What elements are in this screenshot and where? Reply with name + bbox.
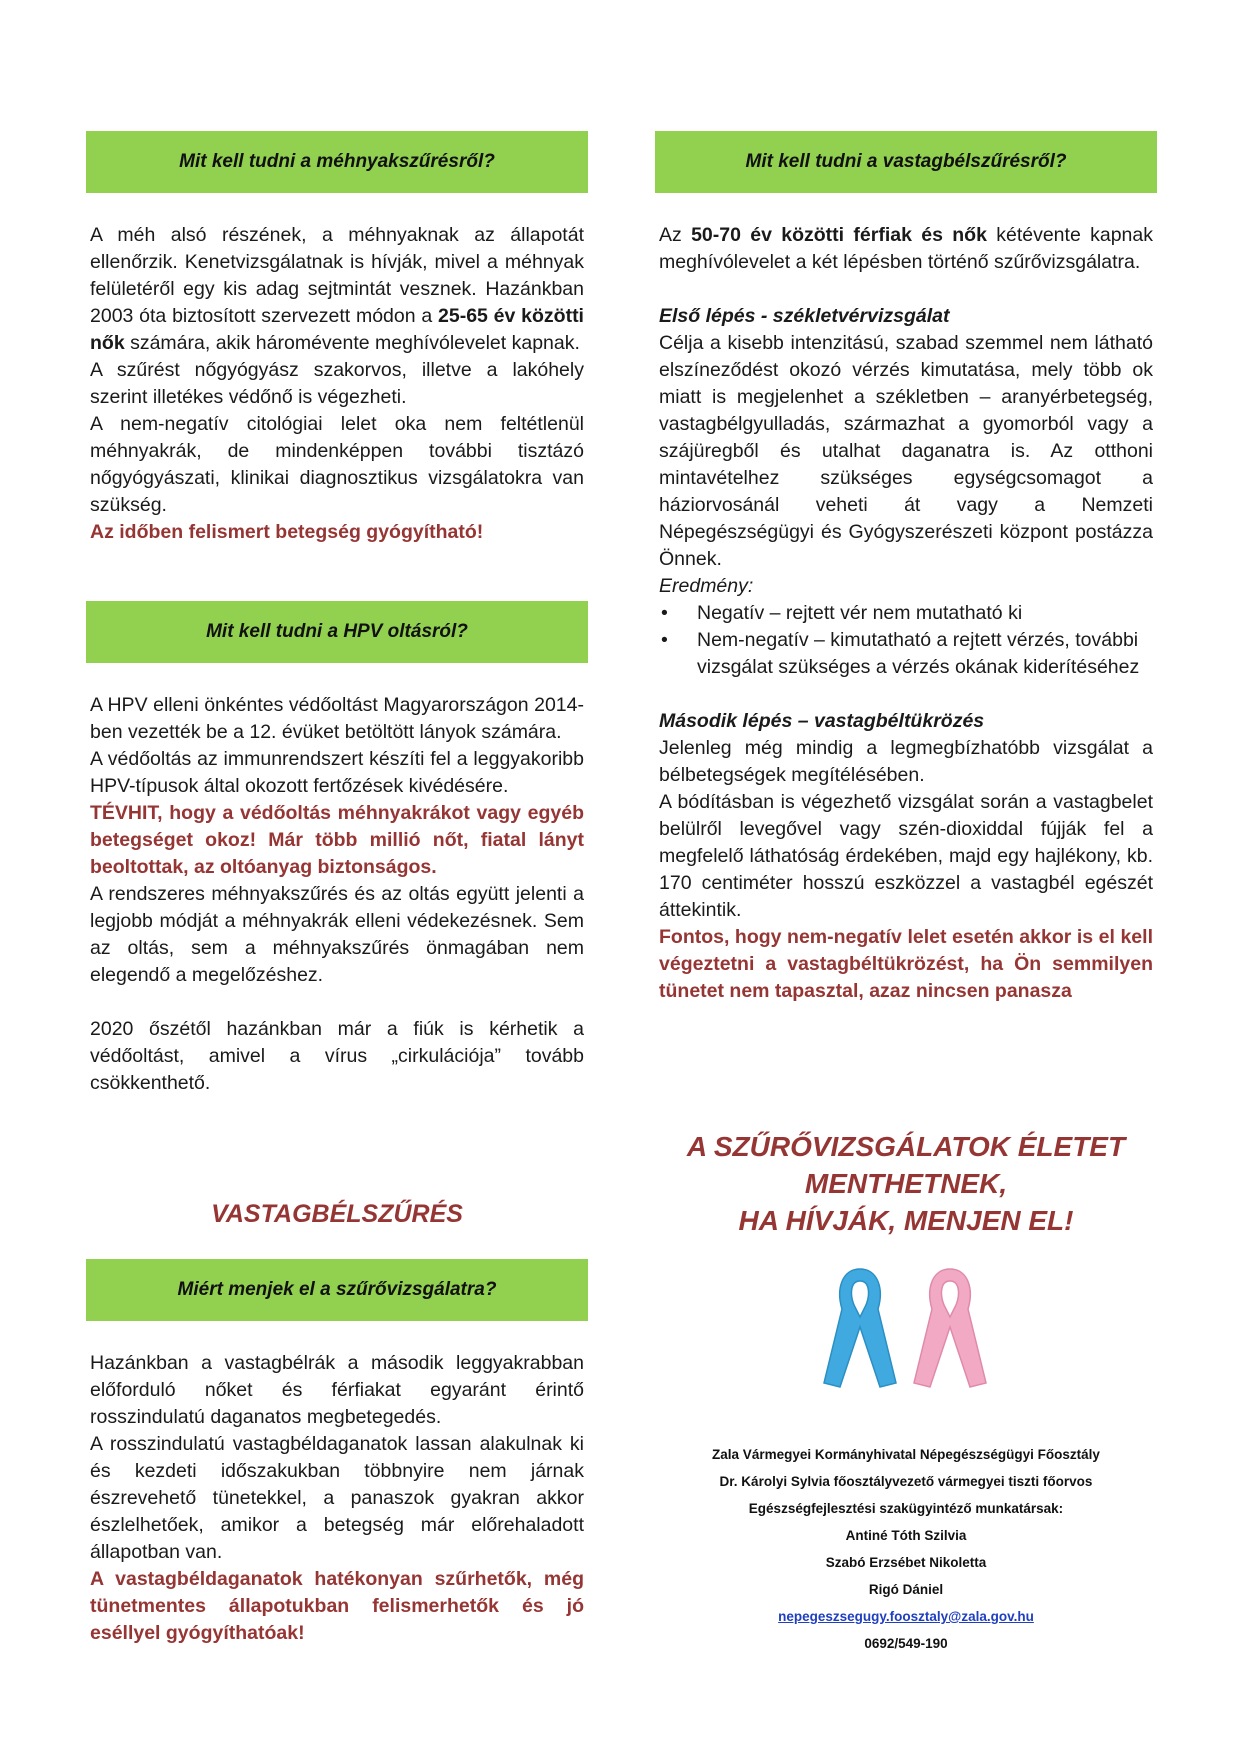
- colon-screening-heading: Mit kell tudni a vastagbélszűrésről?: [655, 131, 1157, 193]
- footer-email-link[interactable]: nepegeszsegugy.foosztaly@zala.gov.hu: [778, 1609, 1034, 1624]
- cervical-paragraph-2: A szűrést nőgyógyász szakorvos, illetve a lakóhely szerint illetékes védőnő is végezheti.: [90, 359, 584, 408]
- pink-ribbon-icon: [914, 1269, 986, 1387]
- hpv-vaccine-text: [90, 692, 584, 1097]
- step1-title: Első lépés - székletvérvizsgálat: [659, 305, 950, 327]
- footer-staff-member: Antiné Tóth Szilvia: [845, 1528, 967, 1543]
- step1-text: Célja a kisebb intenzitású, szabad szemmel nem látható elszíneződést okozó vérzés kimutatása, mely több ok miatt is megjelenhet a székletben – aranyérbetegség, vastagbélgyulladás, származhat a gyomorból vagy a szájüregből és utalhat daganatra is. Az otthoni mintavételhez szükséges egységcsomagot a háziorvosánál veheti át vagy a Nemzeti Népegészségügyi és Gyógyszerészeti központ postázza Önnek.: [659, 332, 1153, 570]
- cervical-screening-text: [90, 222, 584, 546]
- cervical-paragraph-3: A nem-negatív citológiai lelet oka nem feltétlenül méhnyakrák, de mindenképpen további tisztázó nőgyógyászati, klinikai diagnosztikus vizsgálatokra van szükség.: [90, 413, 584, 516]
- step2-title: Második lépés – vastagbéltükrözés: [659, 710, 985, 732]
- colon-screening-section-title: VASTAGBÉLSZŰRÉS: [211, 1200, 463, 1228]
- slogan-line-1: A SZŰRŐVIZSGÁLATOK ÉLETET: [686, 1131, 1126, 1162]
- step2-paragraph-2: A bódításban is végezhető vizsgálat során a vastagbelet belülről levegővel vagy szén-dioxiddal fújják fel a megfelelő láthatóság érdekében, majd egy hajlékony, kb. 170 centiméter hosszú eszközzel a vastagbél egészét áttekintik.: [659, 791, 1153, 921]
- blue-ribbon-icon: [824, 1269, 896, 1387]
- why-screening-heading: Miért menjek el a szűrővizsgálatra?: [86, 1259, 588, 1321]
- hpv-myth-highlight: TÉVHIT, hogy a védőoltás méhnyakrákot vagy egyéb betegséget okoz! Már több millió nőt, fiatal lányt beoltottak, az oltóanyag biztonságos.: [90, 802, 584, 878]
- footer-contacts: [655, 1441, 1157, 1657]
- hpv-paragraph-3: A rendszeres méhnyakszűrés és az oltás együtt jelenti a legjobb módját a méhnyakrák elleni védekezésnek. Sem az oltás, sem a méhnyakszűrés önmagában nem elegendő a megelőzéshez.: [90, 883, 584, 986]
- colon-screening-text: [659, 222, 1153, 1005]
- why-screening-text: [90, 1350, 584, 1647]
- step2-paragraph-1: Jelenleg még mindig a legmegbízhatóbb vizsgálat a bélbetegségek megítélésében.: [659, 737, 1153, 786]
- hpv-paragraph-4: 2020 őszétől hazánkban már a fiúk is kérhetik a védőoltást, amivel a vírus „cirkulációja” tovább csökkenthető.: [90, 1018, 584, 1094]
- why-paragraph-2: A rosszindulatú vastagbéldaganatok lassan alakulnak ki és kezdeti időszakukban többnyire nem járnak észrevehető tünetekkel, a panaszok gyakran akkor észlelhetőek, amikor a betegség már előrehaladott állapotban van.: [90, 1433, 584, 1563]
- colon-intro: Az 50-70 év közötti férfiak és nők kétévente kapnak meghívólevelet a két lépésben történő szűrővizsgálatra.: [659, 224, 1153, 273]
- why-highlight: A vastagbéldaganatok hatékonyan szűrhetők, még tünetmentes állapotukban felismerhetők és jó eséllyel gyógyíthatóak!: [90, 1568, 584, 1644]
- colon-highlight: Fontos, hogy nem-negatív lelet esetén akkor is el kell végeztetni a vastagbéltükrözést, ha Ön semmilyen tünetet nem tapasztal, azaz nincsen panasza: [659, 926, 1153, 1002]
- footer-staff-label: Egészségfejlesztési szakügyintéző munkatársak:: [748, 1501, 1064, 1516]
- result-list: [659, 600, 1153, 681]
- cervical-highlight: Az időben felismert betegség gyógyítható!: [90, 521, 484, 543]
- footer-staff-member: Szabó Erzsébet Nikoletta: [825, 1555, 987, 1570]
- footer-head-physician: Dr. Károlyi Sylvia főosztályvezető vármegyei tiszti főorvos: [719, 1474, 1093, 1489]
- hpv-paragraph-2: A védőoltás az immunrendszert készíti fel a leggyakoribb HPV-típusok által okozott fertőzések kivédésére.: [90, 748, 584, 797]
- slogan: [655, 1128, 1157, 1239]
- hpv-paragraph-1: A HPV elleni önkéntes védőoltást Magyarországon 2014-ben vezették be a 12. évüket betöltött lányok számára.: [90, 694, 584, 743]
- cervical-screening-heading: Mit kell tudni a méhnyakszűrésről?: [86, 131, 588, 193]
- footer-organization: Zala Vármegyei Kormányhivatal Népegészségügyi Főosztály: [712, 1447, 1100, 1462]
- result-label: Eredmény:: [659, 575, 754, 597]
- cervical-paragraph-1: A méh alsó részének, a méhnyaknak az állapotát ellenőrzik. Kenetvizsgálatnak is hívják, mivel a méhnyak felületéről egy kis adag sejtmintát vesznek. Hazánkban 2003 óta biztosított szervezett módon a 25-65 év közötti nők számára, akik háromévente meghívólevelet kapnak.: [90, 224, 584, 354]
- result-item-negative: • Negatív – rejtett vér nem mutatható ki: [659, 600, 1153, 627]
- slogan-line-3: HA HÍVJÁK, MENJEN EL!: [738, 1205, 1074, 1236]
- result-item-non-negative: • Nem-negatív – kimutatható a rejtett vérzés, további vizsgálat szükséges a vérzés okának kiderítéséhez: [659, 627, 1153, 681]
- hpv-vaccine-heading: Mit kell tudni a HPV oltásról?: [86, 601, 588, 663]
- why-paragraph-1: Hazánkban a vastagbélrák a második leggyakrabban előforduló nőket és férfiakat egyaránt érintő rosszindulatú daganatos megbetegedés.: [90, 1352, 584, 1428]
- slogan-line-2: MENTHETNEK,: [804, 1168, 1008, 1199]
- footer-phone: 0692/549-190: [864, 1636, 948, 1651]
- awareness-ribbons: [820, 1265, 995, 1395]
- footer-staff-member: Rigó Dániel: [868, 1582, 944, 1597]
